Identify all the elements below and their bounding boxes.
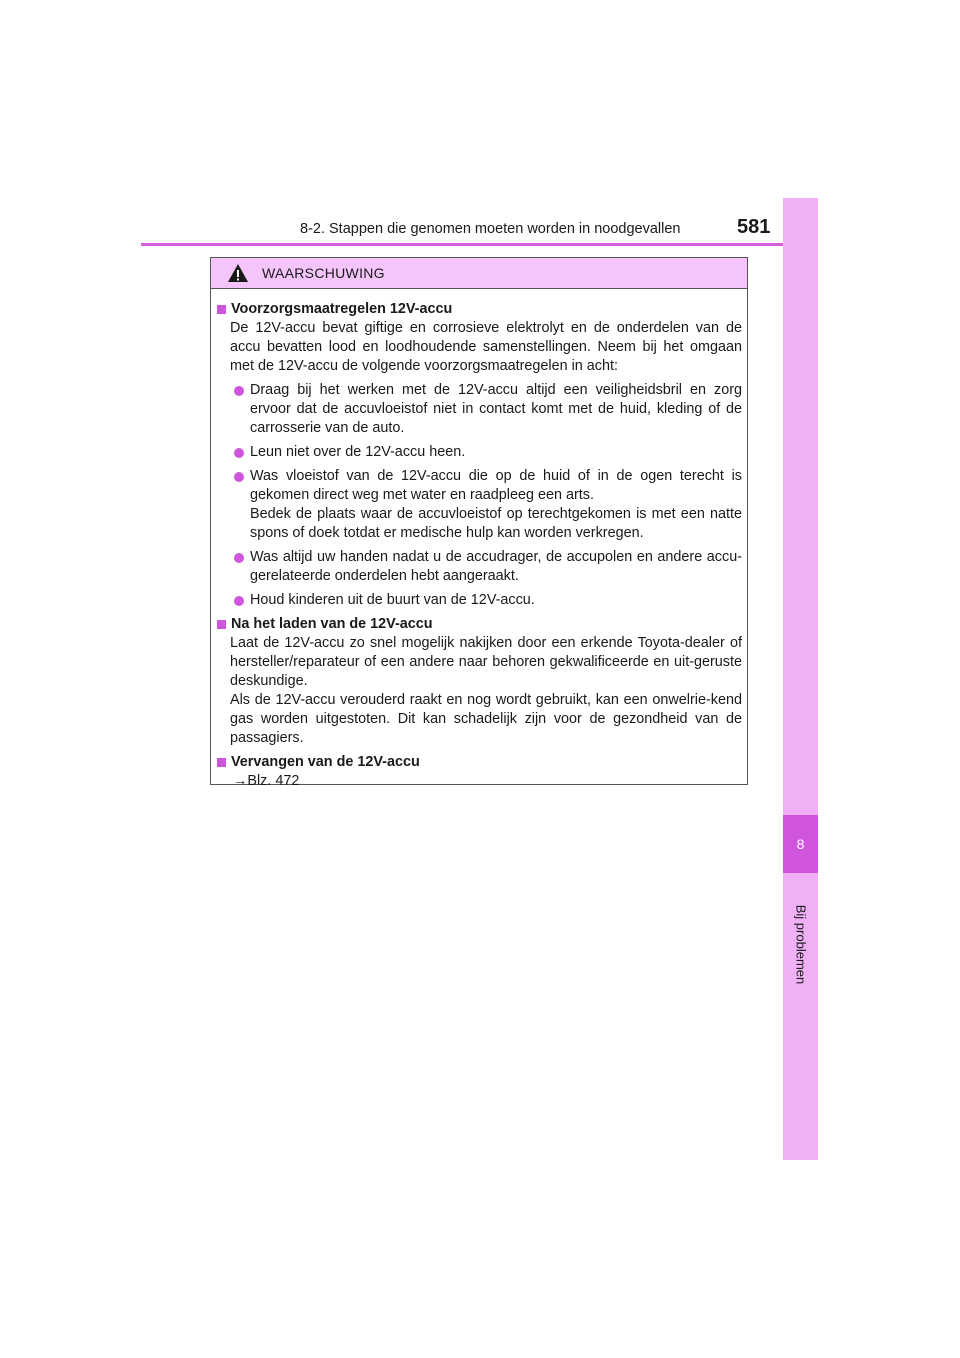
round-bullet-icon xyxy=(234,472,244,482)
round-bullet-icon xyxy=(234,386,244,396)
list-item xyxy=(234,548,742,586)
list-item xyxy=(234,381,742,438)
chapter-side-tab xyxy=(783,198,818,1160)
bullet-list xyxy=(217,381,742,610)
warning-triangle-icon xyxy=(227,263,249,283)
section-heading xyxy=(217,615,742,634)
list-item xyxy=(234,591,742,610)
section-text: De 12V-accu bevat giftige en corrosieve elektrolyt en de onderdelen van de accu bevatten lood en loodhoudende samenstellingen. Neem bij het omgaan met de 12V-accu de volgende voorzorgsmaatregelen in acht: xyxy=(230,320,742,374)
list-item-text: Draag bij het werken met de 12V-accu altijd een veiligheidsbril en zorg ervoor dat de accuvloeistof niet in contact komt met de huid, kleding of de carrosserie van de auto. xyxy=(250,382,742,436)
header-divider xyxy=(141,243,818,246)
section-text: Laat de 12V-accu zo snel mogelijk nakijken door een erkende Toyota-dealer of hersteller/reparateur of een andere naar behoren gekwalificeerde en uit-geruste deskundige. Als de 12V-accu verouderd raakt en nog wordt gebruikt, kan een onwelrie-kend gas worden uitgestoten. Dit kan schadelijk zijn voor de gezondheid van de passagiers. xyxy=(230,635,742,746)
chapter-label: Bij problemen xyxy=(793,904,808,984)
list-item-text: Was vloeistof van de 12V-accu die op de huid of in de ogen terecht is gekomen direct weg met water en raadpleeg een arts. Bedek de plaats waar de accuvloeistof op terechtgekomen is met een natte spons of doek totdat er medische hulp kan worden verkregen. xyxy=(250,468,742,541)
warning-body xyxy=(211,289,747,791)
section-heading xyxy=(217,300,742,319)
section-battery-precautions xyxy=(217,300,742,610)
list-item-text: Leun niet over de 12V-accu heen. xyxy=(250,444,466,460)
page-number: 581 xyxy=(737,216,771,238)
section-after-charging xyxy=(217,615,742,748)
section-heading-text: Voorzorgsmaatregelen 12V-accu xyxy=(231,301,453,317)
list-item xyxy=(234,443,742,462)
section-heading-text: Na het laden van de 12V-accu xyxy=(231,616,433,632)
round-bullet-icon xyxy=(234,553,244,563)
section-title: 8-2. Stappen die genomen moeten worden in noodgevallen xyxy=(300,221,681,237)
warning-box xyxy=(210,257,748,789)
square-bullet-icon xyxy=(217,758,226,767)
section-replacing-battery xyxy=(217,753,742,791)
page-reference-link[interactable]: →Blz. 472 xyxy=(233,773,300,789)
warning-header xyxy=(211,258,747,289)
chapter-label-tab[interactable] xyxy=(783,884,818,1004)
square-bullet-icon xyxy=(217,305,226,314)
section-heading xyxy=(217,753,742,772)
round-bullet-icon xyxy=(234,596,244,606)
list-item xyxy=(234,467,742,543)
round-bullet-icon xyxy=(234,448,244,458)
warning-title: WAARSCHUWING xyxy=(262,265,385,281)
chapter-number-tab[interactable]: 8 xyxy=(783,815,818,873)
section-heading-text: Vervangen van de 12V-accu xyxy=(231,754,420,770)
list-item-text: Was altijd uw handen nadat u de accudrager, de accupolen en andere accu-gerelateerde onderdelen hebt aangeraakt. xyxy=(250,549,742,584)
square-bullet-icon xyxy=(217,620,226,629)
list-item-text: Houd kinderen uit de buurt van de 12V-accu. xyxy=(250,592,535,608)
